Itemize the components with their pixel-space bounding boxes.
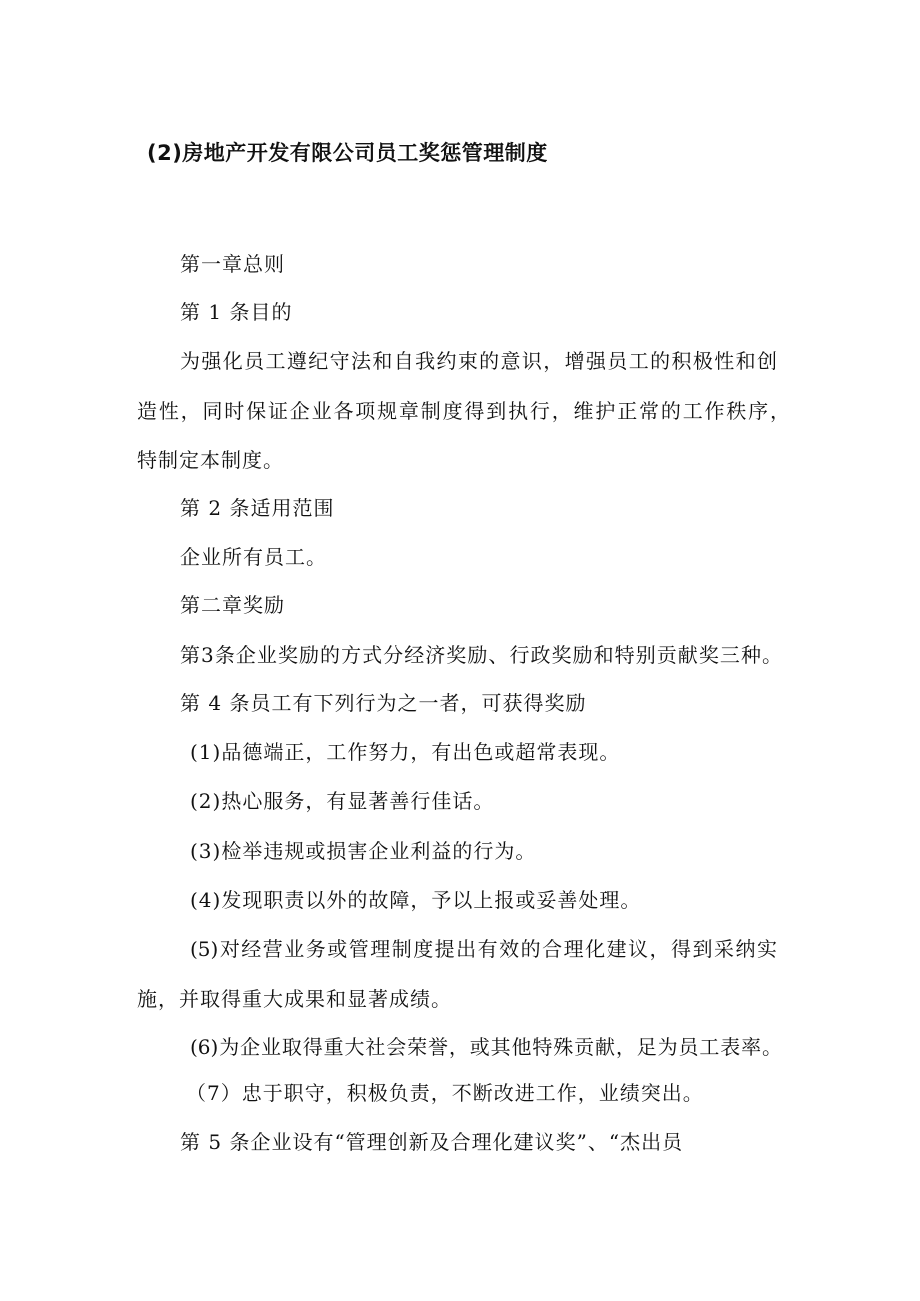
chapter-heading: 第二章奖励 <box>180 593 285 617</box>
article-heading: 第 2 条适用范围 <box>180 496 335 520</box>
article-heading: 第 1 条目的 <box>180 300 293 324</box>
list-item: (1)品德端正，工作努力，有出色或超常表现。 <box>190 740 621 764</box>
article-heading: 第 4 条员工有下列行为之一者，可获得奖励 <box>180 691 587 715</box>
list-item: (6)为企业取得重大社会荣誉，或其他特殊贡献，足为员工表率。 <box>190 1035 782 1059</box>
list-item: (5)对经营业务或管理制度提出有效的合理化建议，得到采纳实 <box>190 937 777 961</box>
list-item-continuation: 施，并取得重大成果和显著成绩。 <box>137 987 452 1011</box>
list-item: (4)发现职责以外的故障，予以上报或妥善处理。 <box>190 888 642 912</box>
paragraph-line: 特制定本制度。 <box>137 448 284 472</box>
document-title: (2)房地产开发有限公司员工奖惩管理制度 <box>147 141 548 165</box>
list-item: (3)检举违规或损害企业利益的行为。 <box>190 839 537 863</box>
chapter-heading: 第一章总则 <box>180 252 285 276</box>
paragraph-line: 第3条企业奖励的方式分经济奖励、行政奖励和特别贡献奖三种。 <box>180 643 782 667</box>
paragraph-line: 为强化员工遵纪守法和自我约束的意识，增强员工的积极性和创 <box>180 349 777 373</box>
paragraph-line: 企业所有员工。 <box>180 545 327 569</box>
paragraph-line: 第 5 条企业设有“管理创新及合理化建议奖”、“杰出员 <box>180 1130 684 1154</box>
list-item: (2)热心服务，有显著善行佳话。 <box>190 789 495 813</box>
paragraph-line: 造性，同时保证企业各项规章制度得到执行，维护正常的工作秩序， <box>137 399 790 423</box>
list-item: （7）忠于职守，积极负责，不断改进工作，业绩突出。 <box>186 1081 704 1105</box>
